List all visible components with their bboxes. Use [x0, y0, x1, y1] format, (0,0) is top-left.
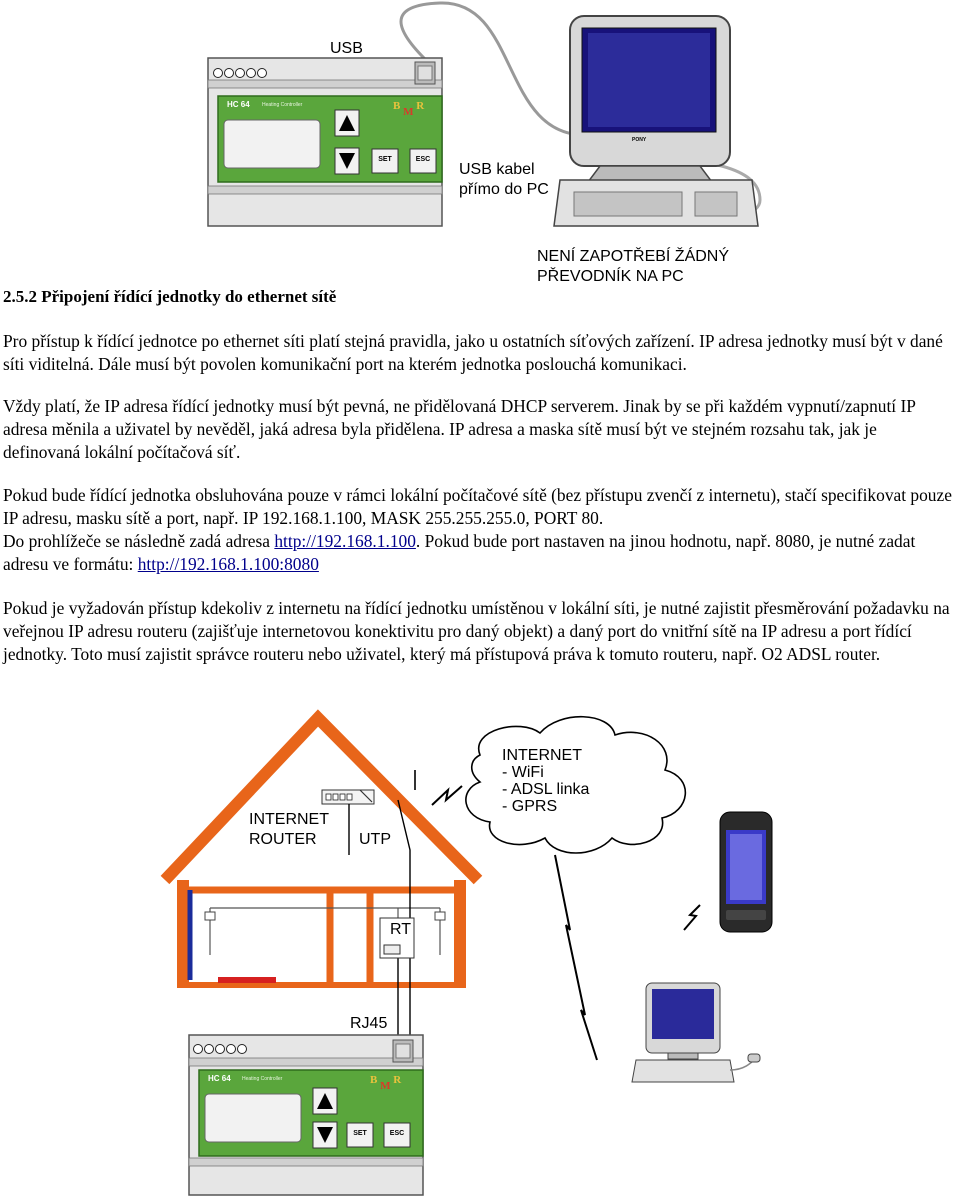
no-converter-note-line2: PŘEVODNÍK NA PC	[537, 268, 684, 285]
brand-letter-b-bottom: B	[370, 1074, 378, 1086]
esc-button-bottom: ESC	[389, 1130, 405, 1137]
router-label-line1: INTERNET	[249, 811, 329, 828]
usb-label: USB	[330, 40, 363, 57]
cloud-line-gprs: - GPRS	[502, 798, 558, 815]
paragraph-local-network-text: Pokud bude řídící jednotka obsluhována pouze v rámci lokální počítačové sítě (bez přístupu zvenčí z internetu), stačí specifikovat pouze IP adresu, masku sítě a port, např. IP 192.168.1.100, MASK 255.255.255.0, PORT 80.	[3, 485, 952, 528]
house	[165, 718, 478, 988]
controller-unit-bottom	[189, 1035, 423, 1195]
link-local-address-port[interactable]: http://192.168.1.100:8080	[137, 554, 319, 574]
controller-subtitle: Heating Controller	[262, 102, 303, 108]
cloud-line-wifi: - WiFi	[502, 764, 544, 781]
section-heading: 2.5.2 Připojení řídící jednotky do ethernet sítě	[3, 287, 337, 306]
paragraph-ip-visibility: Pro přístup k řídící jednotce po ethernet síti platí stejná pravidla, jako u ostatních síťových zařízení. IP adresa jednotky musí být v dané síti viditelná. Dále musí být povolen komunikační port na kterém jednotka poslouchá komunikaci.	[3, 331, 943, 374]
controller-subtitle-bottom: Heating Controller	[242, 1076, 283, 1082]
router-label	[249, 810, 329, 850]
set-button-bottom: SET	[353, 1130, 367, 1137]
cloud-line-internet: INTERNET	[502, 747, 582, 764]
usb-cable-label-line2: přímo do PC	[459, 181, 549, 198]
internet-cloud-text	[502, 747, 589, 815]
utp-label: UTP	[359, 831, 391, 848]
cloud-line-adsl: - ADSL linka	[502, 781, 590, 798]
usb-cable-label-line1: USB kabel	[459, 161, 535, 178]
brand-logo-bottom	[370, 1074, 402, 1092]
port-note-text: . Pokud bude port nastaven na jinou hodnotu, např. 8080, je nutné zadat adresu ve formátu:	[3, 531, 916, 574]
brand-letter-m: M	[403, 106, 414, 118]
controller-model-label-bottom: HC 64	[208, 1074, 231, 1083]
esc-button: ESC	[415, 156, 431, 163]
rt-label: RT	[390, 921, 412, 938]
brand-letter-r-bottom: R	[393, 1074, 402, 1086]
router-label-line2: ROUTER	[249, 831, 317, 848]
rj45-label: RJ45	[350, 1015, 388, 1032]
computer-bottom	[632, 983, 760, 1082]
paragraph-static-ip: Vždy platí, že IP adresa řídící jednotky musí být pevná, ne přidělovaná DHCP serverem. Jinak by se při každém vypnutí/zapnutí IP adresa měnila a uživatel by nevěděl, jaká adresa byla přidělena. IP adresa a maska sítě musí být ve stejném rozsahu tak, jak je definovaná lokální počítačová síť.	[3, 396, 916, 462]
brand-letter-b: B	[393, 100, 401, 112]
browser-address-intro: Do prohlížeče se následně zadá adresa	[3, 531, 275, 551]
smartphone	[720, 812, 772, 932]
controller-model-label: HC 64	[227, 100, 250, 109]
set-button: SET	[378, 156, 392, 163]
brand-letter-m-bottom: M	[380, 1080, 391, 1092]
paragraph-remote-access: Pokud je vyžadován přístup kdekoliv z internetu na řídící jednotku umístěnou v lokální síti, je nutné zajistit přesměrování požadavku na veřejnou IP adresu routeru (zajišťuje internetovou konektivitu pro daný objekt) a daný port do vnitřní sítě na IP adresu a port řídící jednotky. Toto musí zajistit správce routeru nebo uživatel, který má přístupová práva k tomuto routeru, např. O2 ADSL router.	[3, 598, 950, 664]
no-converter-note-line1: NENÍ ZAPOTŘEBÍ ŽÁDNÝ	[537, 248, 730, 265]
link-local-address[interactable]: http://192.168.1.100	[274, 531, 416, 551]
brand-letter-r: R	[416, 100, 425, 112]
monitor-brand: PONY	[632, 137, 647, 143]
